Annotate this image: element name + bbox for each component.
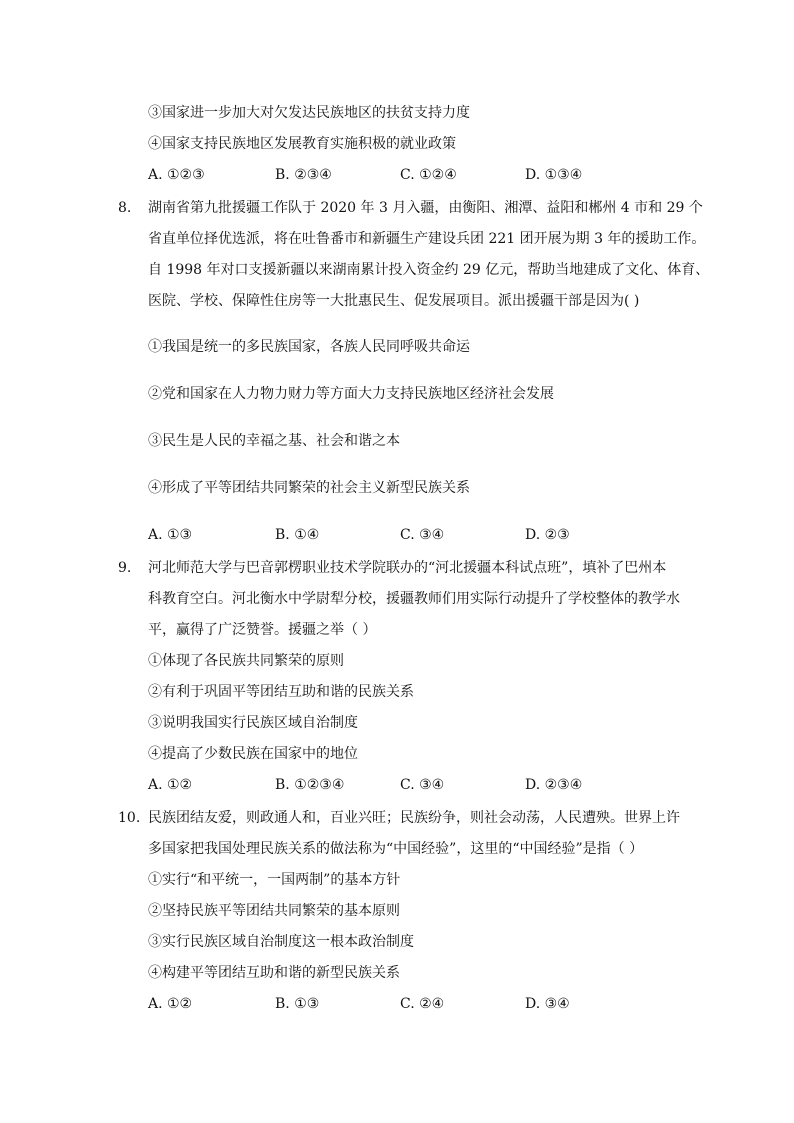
- q9-stem-line-2: 科教育空白。河北衡水中学尉犁分校，援疆教师们用实际行动提升了学校整体的教学水: [148, 591, 680, 607]
- q7-option-a: A. ①②③: [148, 167, 205, 183]
- q10-item-2: ②坚持民族平等团结共同繁荣的基本原则: [148, 903, 400, 919]
- q10-option-b: B. ①③: [275, 996, 320, 1012]
- q8-stem-line-3: 自 1998 年对口支援新疆以来湖南累计投入资金约 29 亿元，帮助当地建成了文化、体育、: [148, 262, 710, 278]
- q8-item-2: ②党和国家在人力物力财力等方面大力支持民族地区经济社会发展: [148, 386, 554, 402]
- q10-option-a: A. ①②: [148, 996, 193, 1012]
- q7-item-3: ③国家进一步加大对欠发达民族地区的扶贫支持力度: [148, 105, 470, 121]
- q8-item-3: ③民生是人民的幸福之基、社会和谐之本: [148, 433, 400, 449]
- q7-option-c: C. ①②④: [400, 167, 457, 183]
- q10-item-3: ③实行民族区域自治制度这一根本政治制度: [148, 934, 414, 950]
- q7-option-b: B. ②③④: [275, 167, 332, 183]
- q9-item-3: ③说明我国实行民族区域自治制度: [148, 715, 358, 731]
- q10-item-1: ①实行“和平统一，一国两制”的基本方针: [148, 872, 401, 888]
- q9-item-1: ①体现了各民族共同繁荣的原则: [148, 653, 344, 669]
- q8-option-c: C. ③④: [400, 527, 445, 543]
- q8-stem-line-4: 医院、学校、保障性住房等一大批惠民生、促发展项目。派出援疆干部是因为( ): [148, 293, 640, 309]
- q9-option-d: D. ②③④: [525, 777, 583, 793]
- q8-option-d: D. ②③: [525, 527, 570, 543]
- q10-stem-line-2: 多国家把我国处理民族关系的做法称为“中国经验”，这里的“中国经验”是指（ ）: [148, 841, 644, 857]
- q8-option-a: A. ①③: [148, 527, 193, 543]
- q10-option-d: D. ③④: [525, 996, 570, 1012]
- q9-item-4: ④提高了少数民族在国家中的地位: [148, 746, 358, 762]
- q8-item-1: ①我国是统一的多民族国家，各族人民同呼吸共命运: [148, 339, 470, 355]
- q10-number: 10.: [118, 810, 141, 826]
- q7-option-d: D. ①③④: [525, 167, 583, 183]
- q8-stem-line-2: 省直单位择优选派，将在吐鲁番市和新疆生产建设兵团 221 团开展为期 3 年的援助工作。: [148, 231, 706, 247]
- q9-number: 9.: [118, 560, 132, 576]
- q8-stem-line-1: 湖南省第九批援疆工作队于 2020 年 3 月入疆，由衡阳、湘潭、益阳和郴州 4 市和 29 个: [148, 200, 703, 216]
- q9-stem-line-3: 平，赢得了广泛赞誉。援疆之举（ ）: [148, 622, 377, 638]
- q7-item-4: ④国家支持民族地区发展教育实施积极的就业政策: [148, 136, 456, 152]
- q10-stem-line-1: 民族团结友爱，则政通人和，百业兴旺；民族纷争，则社会动荡，人民遭殃。世界上许: [148, 810, 680, 826]
- q10-option-c: C. ②④: [400, 996, 445, 1012]
- q9-option-c: C. ③④: [400, 777, 445, 793]
- q8-option-b: B. ①④: [275, 527, 320, 543]
- q9-option-a: A. ①②: [148, 777, 193, 793]
- q8-item-4: ④形成了平等团结共同繁荣的社会主义新型民族关系: [148, 480, 470, 496]
- q9-option-b: B. ①②③④: [275, 777, 345, 793]
- q9-stem-line-1: 河北师范大学与巴音郭楞职业技术学院联办的“河北援疆本科试点班”，填补了巴州本: [148, 560, 667, 576]
- q8-number: 8.: [118, 200, 132, 216]
- q10-item-4: ④构建平等团结互助和谐的新型民族关系: [148, 965, 400, 981]
- q9-item-2: ②有利于巩固平等团结互助和谐的民族关系: [148, 684, 414, 700]
